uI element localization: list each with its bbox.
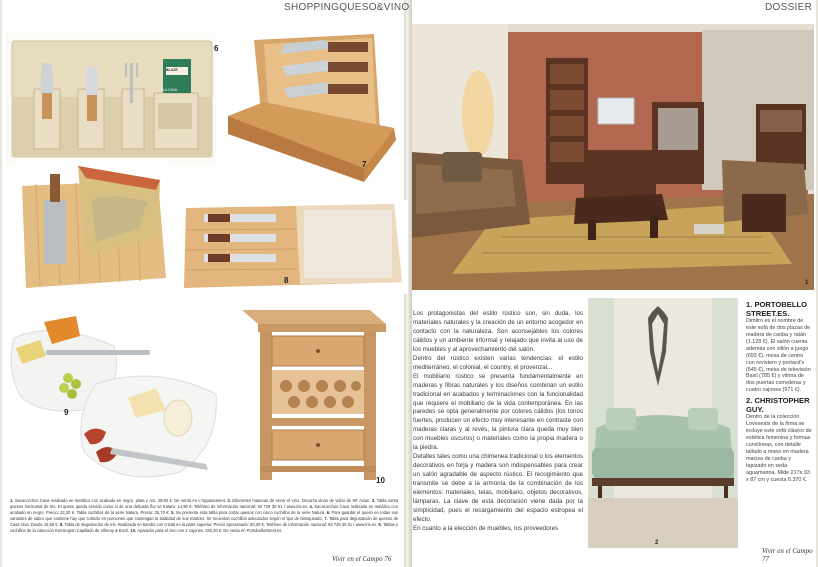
caption-item-number: 8. bbox=[59, 521, 65, 527]
caption-item-text: Tabla para degustación de quesos de Casa Viva. Desde 15,50 €. bbox=[10, 515, 398, 527]
photo-number-2: 2 bbox=[655, 540, 659, 546]
folio-right: Vivir en el Campo 77 bbox=[762, 547, 813, 563]
caption-item-number: 2. bbox=[227, 498, 233, 503]
caption-item-number: 3. bbox=[371, 498, 377, 503]
caption-item-text: Tabla de degustación de Iris. Realizada en bambú con cristal en la parte superior. Precio aproximado: 50,30 €. Teléfono de información nacional: 93 729 30 61 / www.iris.es. bbox=[64, 521, 379, 527]
caption-item-number: 4. bbox=[309, 503, 315, 509]
caption-item-text: Se presenta esta tabla para cortar quesos con cinco cuchillos de la serie Natura. bbox=[175, 509, 327, 515]
photo-cheese-knife-box bbox=[224, 30, 400, 188]
article-paragraph: Dentro del rústico existen varias tendencias: el estilo mediterráneo, el colonial, el country, el provenzal... bbox=[413, 354, 583, 371]
photo-cheese-plates bbox=[6, 314, 234, 490]
sidebar-item2-text: Dentro de la colección Loveseats de la firma se incluye este sofá clásico de estética femenina y formas curvilíneas, con detalle tallado a mano en madera maciza de caoba y tapizado en seda aguamarina. Mide 217x 93 x 87 cm y cuesta 6.370 €. bbox=[746, 414, 812, 483]
caption-item-text: Tablas y cuchillos de la colección Kensington Capillado de Villeroy & Boch. bbox=[10, 521, 398, 533]
sidebar-item1-text: Dimitro es el nombre de este sofá de dos plazas de madera de caoba y ratán (1.128 €). El salón cuenta además con sillón a juego (693 €), mesa de centro con revistero y portacd's (545 €), mesa de televisión Baxil (785 €) y vitrina de dos puertas correderas y cuatro cajones (971 €). bbox=[746, 318, 811, 394]
caption-item-text: Sacacorchos Cava realizado en metálico con acabado en negro, plata y oro. 28,90 €. De venta en L'Appartement. bbox=[14, 498, 228, 503]
photo-number-7: 7 bbox=[362, 160, 367, 169]
product-sidebar bbox=[746, 301, 812, 483]
photo-number-9: 9 bbox=[64, 408, 69, 417]
caption-item-text: Sacacorchos Cava realizado en metálico con acabado en negro. Precio: 22,20 €. Tabla cuchillos de la serie Natura. Precio: 25,70 €. bbox=[10, 503, 398, 515]
photo-number-1: 1 bbox=[805, 280, 809, 286]
photo-rustic-living-room bbox=[412, 24, 814, 290]
article-paragraph: Detalles tales como una chimenea tradicional o los elementos decorativos en forja y madera son indispensables para crear un salón agradable de aspecto rústico. El recogimiento que transmite se debe a la armonía de la combinación de los elementos: materiales, telas, mobiliario, objetos decorativos, lámparas. La clave de esta decoración viene dada por la simplicidad, pues el recargamiento del espacio estropea el efecto. bbox=[413, 453, 583, 523]
photo-knife-roll bbox=[6, 33, 219, 165]
section-header-left: SHOPPINGQUESO&VINO bbox=[284, 2, 410, 13]
knife-roll-tag: BLAZE bbox=[166, 68, 178, 72]
article-paragraph: El mobiliario rústico se presenta fundamentalmente en maderas y fibras naturales y los diseños combinan un estilo tradicional en acabados y terminaciones con la funcionalidad que requiere el mobiliario de la vida contemporánea. En las paredes se opta generalmente por colores cálidos (los tonos fuertes, producen un efecto muy interesante en contraste con maderas claras y al revés, la pintura clara queda muy bien con muebles oscuros) o materiales como la propia madera o la piedra. bbox=[413, 372, 583, 452]
caption-item-number: 1. bbox=[10, 498, 15, 503]
section-header-right: DOSSIER bbox=[765, 2, 813, 13]
photo-number-10: 10 bbox=[376, 476, 385, 485]
caption-item-number: 5. bbox=[171, 509, 176, 515]
caption-item-text: Tabla sonta quesos horizontal de Iris. El queso queda servido como si de una delicada flor se tratara. 14,90 €. Teléfono de información nacional: 93 729 30 61 / www.iris.es. bbox=[10, 498, 398, 509]
sidebar-item1-title: 1. PORTOBELLO STREET.ES. bbox=[746, 300, 808, 318]
article-paragraph: En cuanto a la elección de muebles, los proveedores bbox=[413, 524, 559, 532]
caption-item-number: 9. bbox=[378, 521, 383, 527]
knife-roll-card: LA CAVA bbox=[163, 88, 178, 92]
caption-item-text: Para guardar el queso en todas sus variantes de sabor que contiene hay que cortarlo en porciones que contengan la totalidad de sus matices. Se recientan cuchillos adecuados según el tipo de blanqueado. bbox=[10, 509, 398, 521]
caption-item-number: 10. bbox=[130, 527, 138, 533]
caption-item-number: 7. bbox=[324, 515, 329, 521]
article-body bbox=[413, 310, 583, 534]
photo-number-8: 8 bbox=[284, 276, 289, 285]
photo-bamboo-tray bbox=[182, 200, 408, 294]
folio-left: Vivir en el Campo 76 bbox=[332, 555, 392, 563]
caption-item-text: Diferentes maneras de servir el vino. Decanta vinos de vidrio de NF Asian. bbox=[232, 498, 372, 503]
photo-cheese-board bbox=[16, 160, 168, 292]
product-caption bbox=[10, 498, 398, 533]
caption-item-text: Aparador para el vino con 2 cajones. 332,30 €. De venta en PortobelloStreet.es bbox=[137, 527, 282, 533]
sidebar-item2-title: 2. CHRISTOPHER GUY. bbox=[746, 396, 810, 414]
photo-wine-cabinet bbox=[236, 300, 394, 492]
caption-item-number: 6. bbox=[326, 509, 332, 515]
photo-number-6: 6 bbox=[214, 44, 219, 53]
photo-mint-sofa bbox=[588, 298, 738, 548]
article-paragraph: Los protagonistas del estilo rústico son, sin duda, los materiales naturales y la creación de un entorno acogedor en contacto con la naturaleza. Son aconsejables los colores cálidos y un ambiente informal y relajado que invita al uso de los muebles y al aprovechamiento del salón. bbox=[413, 310, 583, 353]
